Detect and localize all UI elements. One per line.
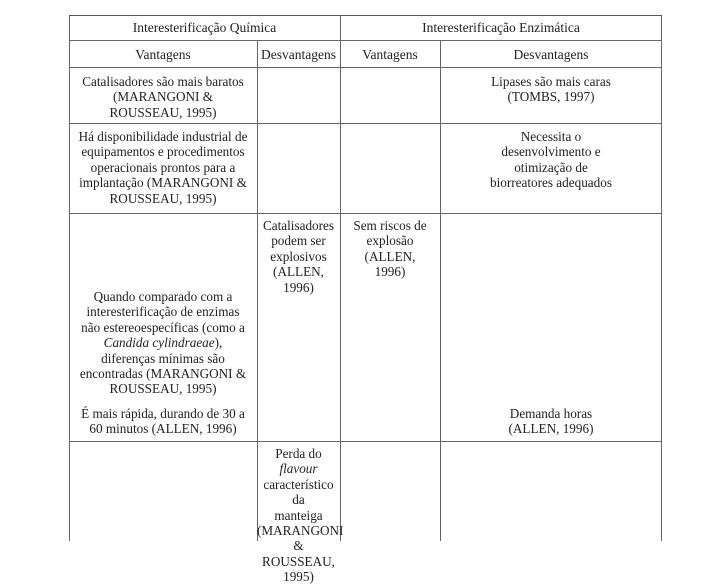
r3-text-a2: ), diferenças mínimas são encontradas (MARANGONI & ROUSSEAU, 1995) bbox=[79, 335, 247, 397]
r3-q-vantagem-comparacao bbox=[69, 289, 257, 397]
r3-e-vantagem: Sem riscos de explosão (ALLEN, 1996) bbox=[353, 218, 427, 280]
r3-q-desvantagem: Catalisadores podem ser explosivos (ALLEN, 1996) bbox=[262, 218, 335, 295]
species-name: Candida cylindraeae bbox=[103, 335, 215, 351]
r1-e-desvantagem: Lipases são mais caras (TOMBS, 1997) bbox=[491, 74, 611, 105]
rule-row3 bbox=[69, 441, 662, 442]
rule-row1 bbox=[69, 123, 662, 124]
rule-under-header bbox=[69, 40, 662, 41]
rule-row2 bbox=[69, 213, 662, 214]
subheader-e-desvantagens: Desvantagens bbox=[513, 47, 589, 62]
r3-text-a1: Quando comparado com a interesterificação de enzimas não estereoespecíficas (como a bbox=[81, 289, 245, 335]
r4-q-desvantagem bbox=[257, 446, 344, 585]
comparison-table bbox=[69, 15, 662, 585]
r4-text-b: característico da manteiga (MARANGONI & ROUSSEAU, 1995) bbox=[257, 476, 344, 585]
rule-e-split bbox=[440, 40, 441, 541]
subheader-q-vantagens: Vantagens bbox=[135, 47, 191, 62]
rule-under-subheader bbox=[69, 67, 662, 68]
r4-text-a: Perda do bbox=[275, 446, 322, 461]
r3-q-vantagem-rapida: É mais rápida, durando de 30 a 60 minutos (ALLEN, 1996) bbox=[81, 406, 245, 437]
r1-q-vantagem: Catalisadores são mais baratos (MARANGONI & ROUSSEAU, 1995) bbox=[82, 74, 244, 120]
subheader-e-vantagens: Vantagens bbox=[362, 47, 418, 62]
header-enzimatica: Interesterificação Enzimática bbox=[422, 20, 580, 35]
r3-e-desvantagem: Demanda horas (ALLEN, 1996) bbox=[508, 406, 594, 437]
r2-e-desvantagem: Necessita o desenvolvimento e otimização de biorreatores adequados bbox=[490, 129, 612, 191]
subheader-q-desvantagens: Desvantagens bbox=[261, 47, 336, 62]
header-quimica: Interesterificação Química bbox=[132, 20, 277, 35]
r2-q-vantagem: Há disponibilidade industrial de equipamentos e procedimentos operacionais prontos para a implantação (MARANGONI & ROUSSEAU, 1995) bbox=[78, 129, 248, 206]
flavour-word: flavour bbox=[279, 461, 318, 477]
